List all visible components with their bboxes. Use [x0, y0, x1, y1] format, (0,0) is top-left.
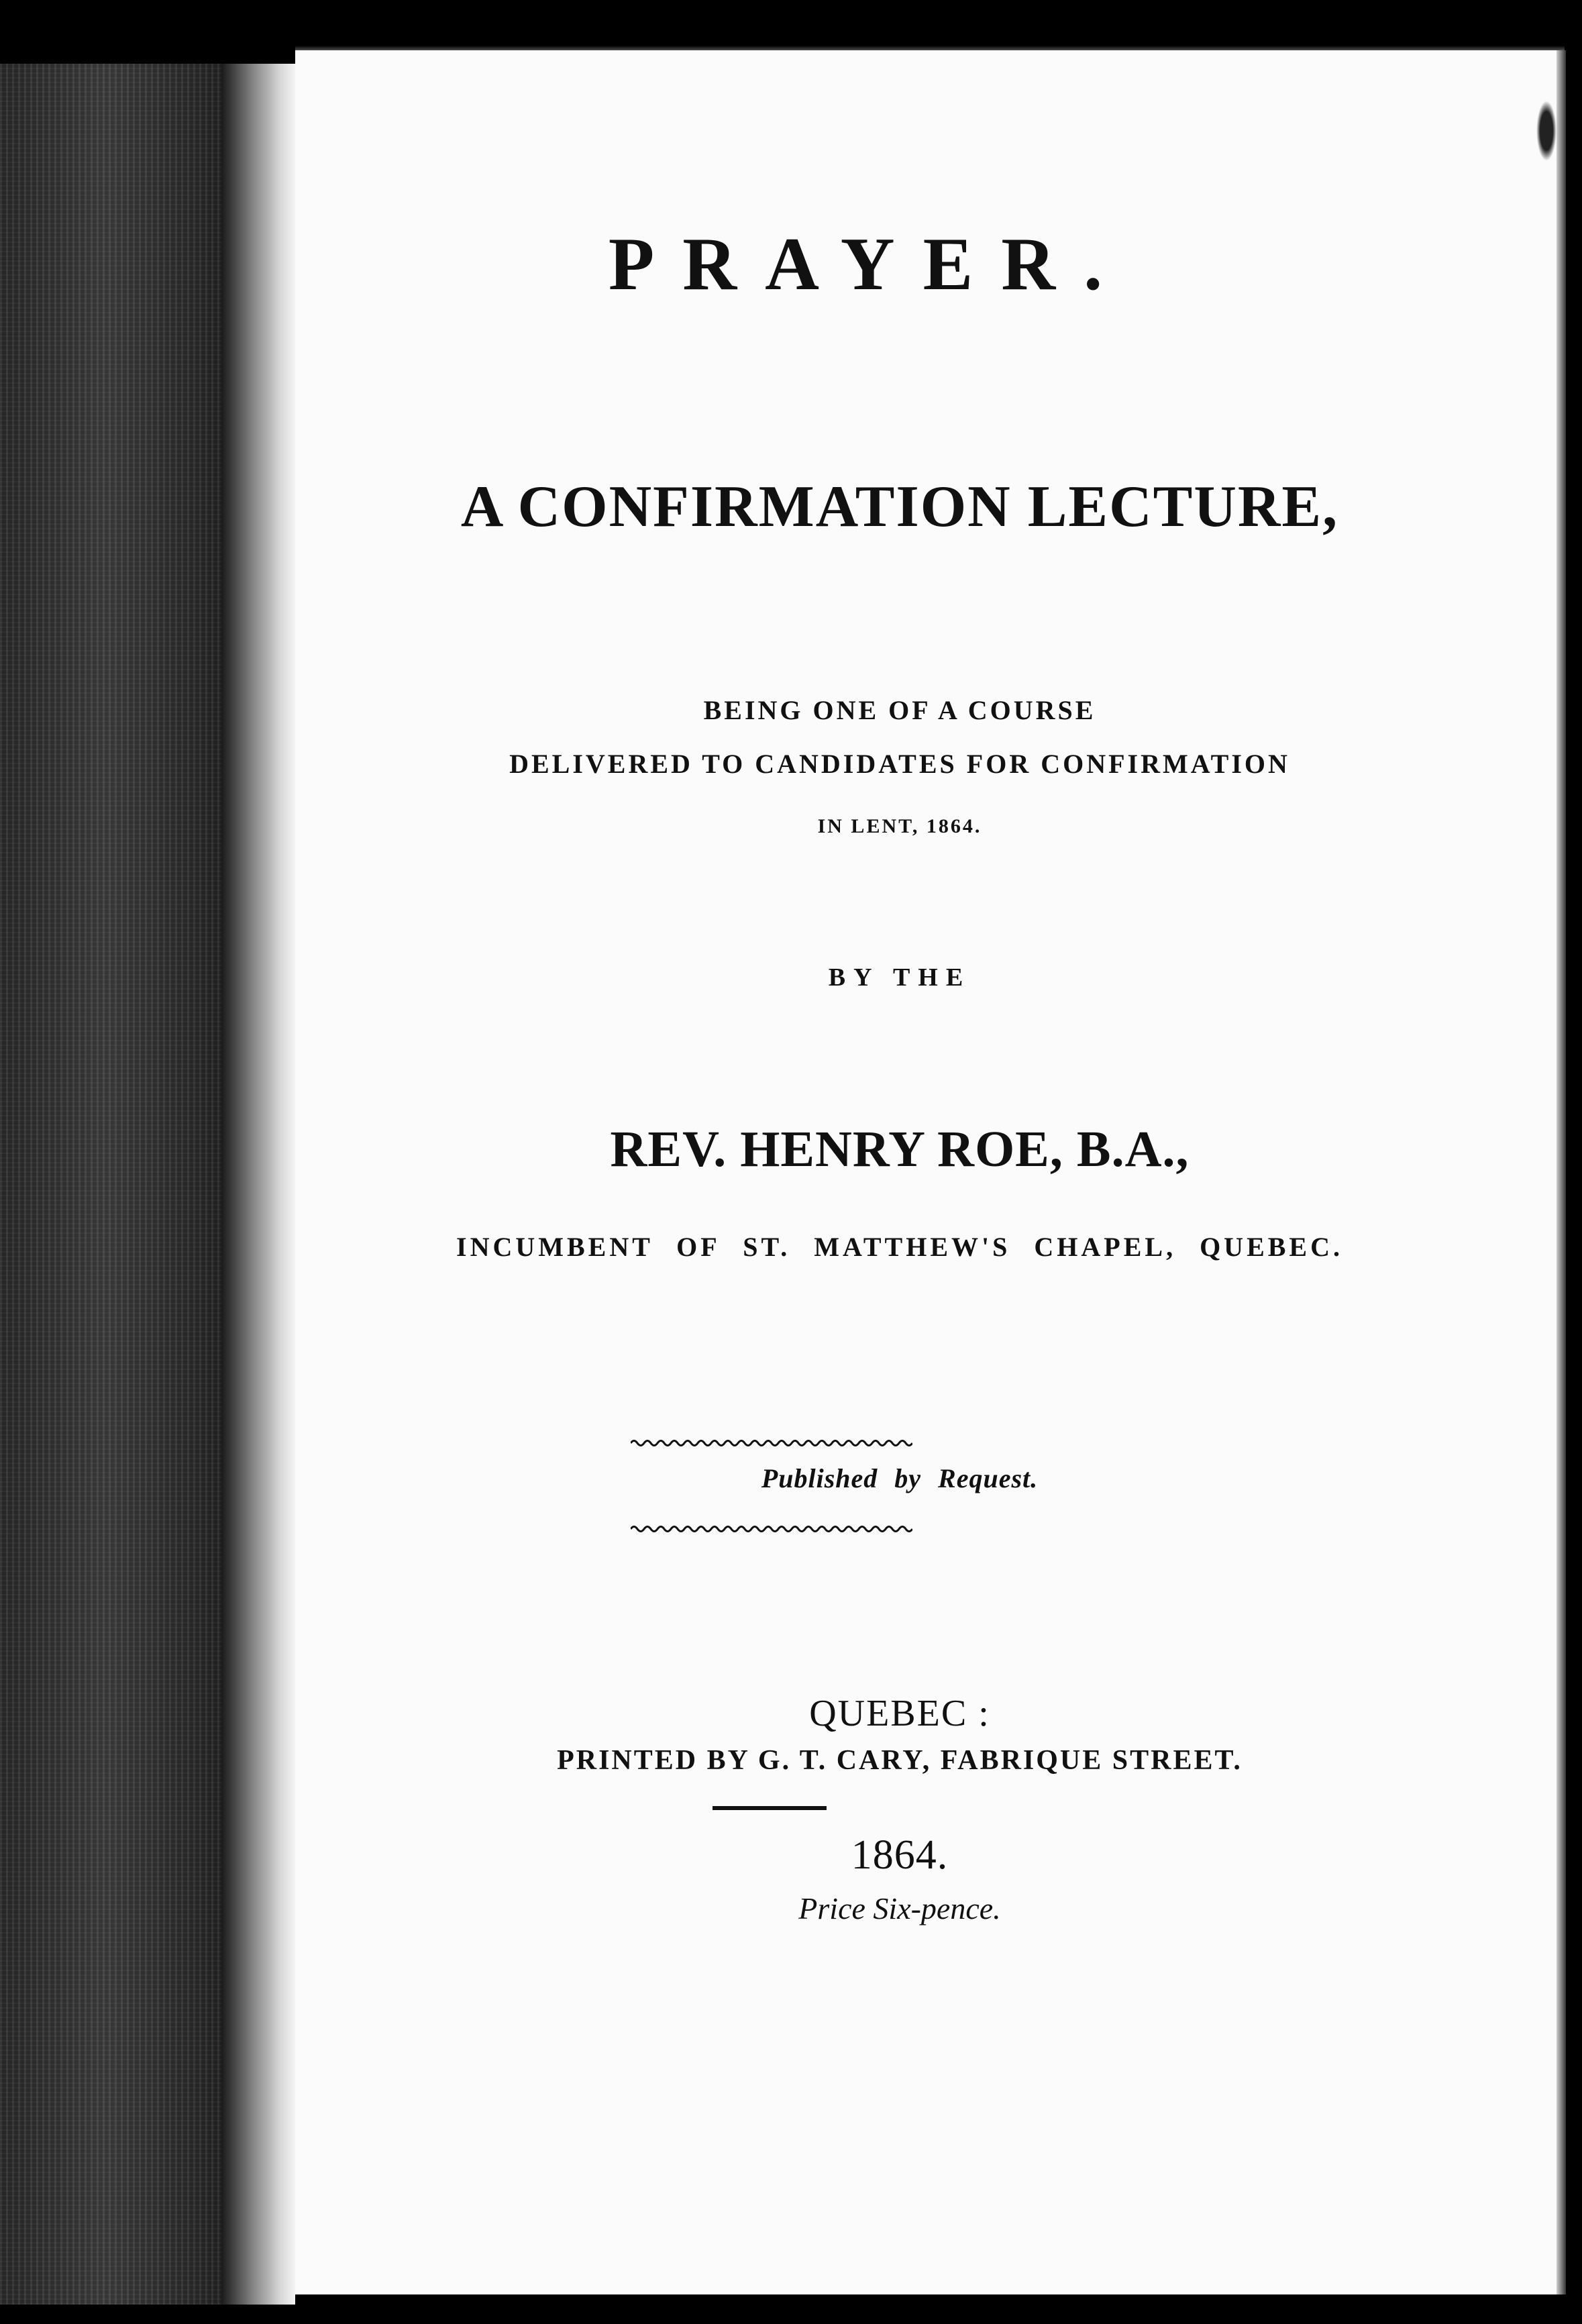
imprint-price: Price Six-pence.: [798, 1891, 1001, 1925]
author-name: REV. HENRY ROE, B.A.,: [610, 1121, 1190, 1177]
by-line: BY THE: [828, 963, 971, 992]
page-subtitle: A CONFIRMATION LECTURE,: [460, 474, 1339, 539]
description-line-2: DELIVERED TO CANDIDATES FOR CONFIRMATION: [509, 749, 1290, 779]
wavy-rule-bottom: [631, 1523, 912, 1535]
book-gutter: [221, 64, 295, 2305]
imprint-year: 1864.: [851, 1832, 949, 1878]
corner-blot: [1536, 101, 1557, 161]
wavy-rule-top: [631, 1437, 912, 1449]
author-position: INCUMBENT OF ST. MATTHEW'S CHAPEL, QUEBEC.: [456, 1232, 1343, 1262]
imprint-city: QUEBEC :: [809, 1693, 990, 1734]
published-note: Published by Request.: [761, 1463, 1039, 1493]
page-title: PRAYER.: [608, 223, 1131, 306]
imprint-printer: PRINTED BY G. T. CARY, FABRIQUE STREET.: [557, 1745, 1243, 1776]
imprint-rule: [713, 1806, 827, 1810]
description-line-1: BEING ONE OF A COURSE: [703, 695, 1096, 725]
description-line-3: IN LENT, 1864.: [817, 815, 982, 837]
